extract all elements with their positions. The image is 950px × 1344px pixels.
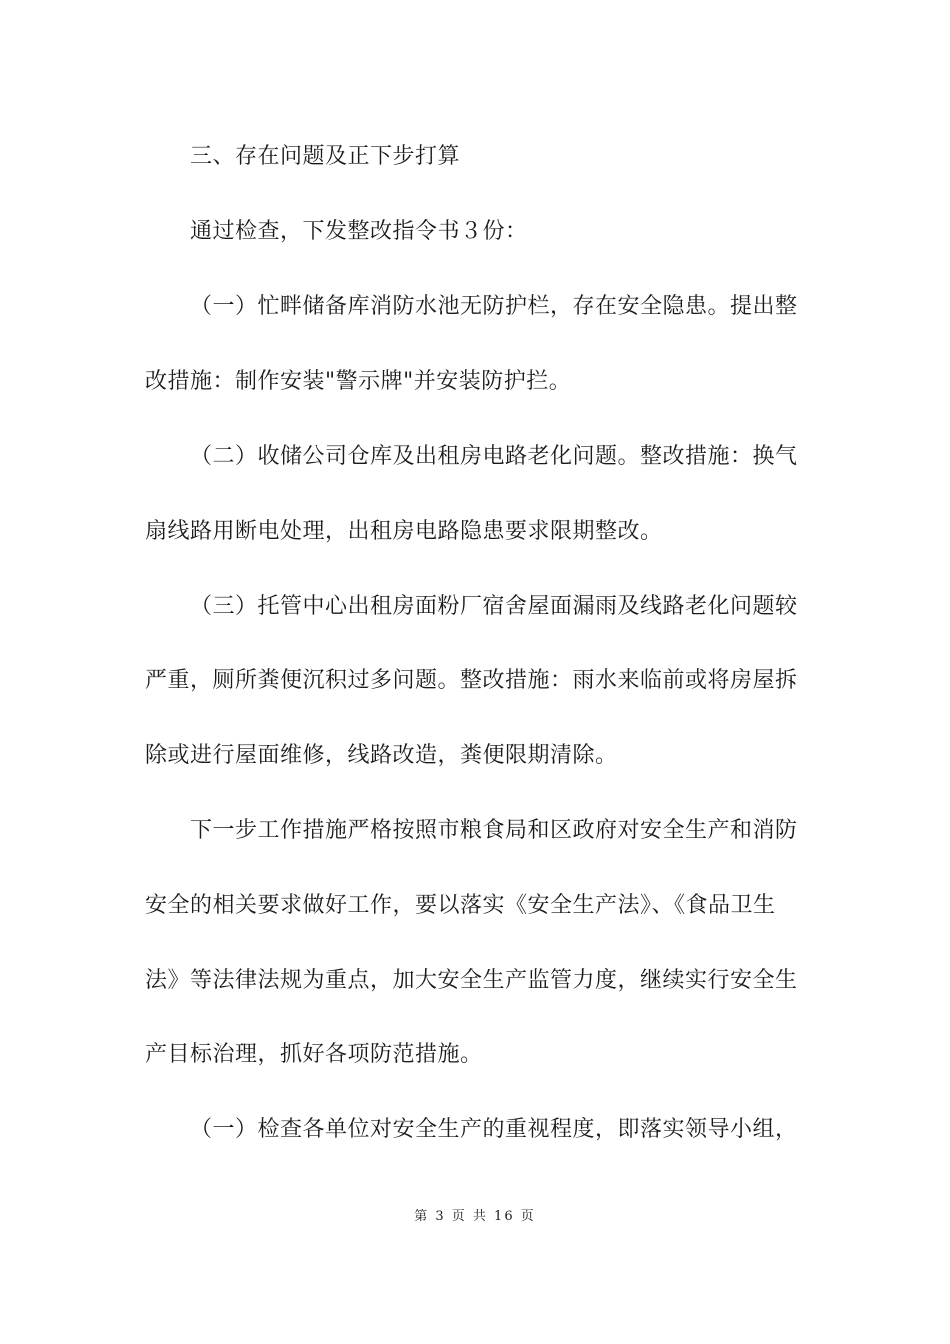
page-number-footer: 第 3 页 共 16 页 [414, 1209, 536, 1224]
paragraph-line: （一）忙畔储备库消防水池无防护栏，存在安全隐患。提出整 [190, 294, 798, 319]
paragraph-line: 严重，厕所粪便沉积过多问题。整改措施：雨水来临前或将房屋拆 [145, 668, 798, 693]
paragraph-line: （二）收储公司仓库及出租房电路老化问题。整改措施：换气 [190, 444, 798, 469]
paragraph-line: 通过检查，下发整改指令书３份： [190, 219, 528, 244]
paragraph-line: 扇线路用断电处理，出租房电路隐患要求限期整改。 [145, 519, 663, 544]
paragraph-line: 除或进行屋面维修，线路改造，粪便限期清除。 [145, 743, 618, 768]
paragraph-line: （一）检查各单位对安全生产的重视程度，即落实领导小组， [190, 1117, 798, 1142]
section-heading: 三、存在问题及正下步打算 [190, 144, 461, 169]
paragraph-line: 下一步工作措施严格按照市粮食局和区政府对安全生产和消防 [190, 818, 798, 843]
paragraph-line: 法》等法律法规为重点，加大安全生产监管力度，继续实行安全生 [145, 968, 798, 993]
paragraph-line: 安全的相关要求做好工作，要以落实《安全生产法》、《食品卫生 [145, 893, 776, 918]
paragraph-line: 改措施：制作安装"警示牌"并安装防护拦。 [145, 369, 572, 394]
paragraph-line: （三）托管中心出租房面粉厂宿舍屋面漏雨及线路老化问题较 [190, 594, 798, 619]
paragraph-line: 产目标治理，抓好各项防范措施。 [145, 1042, 483, 1067]
